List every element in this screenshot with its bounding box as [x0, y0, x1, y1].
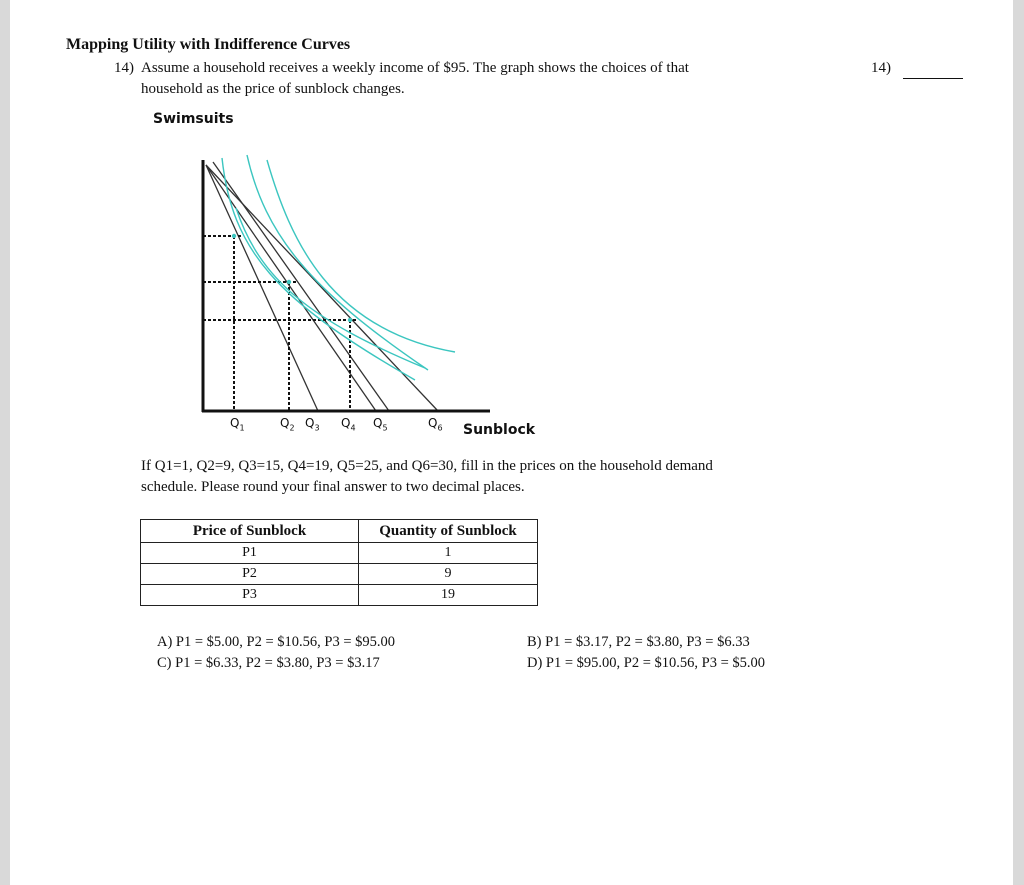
- q2-label: $Q_2$: [280, 416, 295, 433]
- budget-line: [206, 165, 376, 411]
- x-axis-label: Sunblock: [463, 422, 536, 438]
- indifference-curve: [236, 208, 425, 368]
- header-price: Price of Sunblock: [141, 520, 359, 543]
- q3-label: $Q_3$: [305, 416, 320, 433]
- q6-label: $Q_6$: [428, 416, 443, 433]
- instructions-line2: schedule. Please round your final answer to two decimal places.: [141, 479, 525, 495]
- cell-price: P3: [141, 585, 359, 606]
- q1-label: $Q_1$: [230, 416, 245, 433]
- question-text-line2: household as the price of sunblock changes.: [141, 81, 405, 97]
- choice-a[interactable]: A) P1 = $5.00, P2 = $10.56, P3 = $95.00: [157, 634, 396, 650]
- question-text-line1: Assume a household receives a weekly income of $95. The graph shows the choices of that: [141, 60, 689, 76]
- header-quantity: Quantity of Sunblock: [359, 520, 538, 543]
- choice-c[interactable]: C) P1 = $6.33, P2 = $3.80, P3 = $3.17: [157, 655, 380, 671]
- instructions-line1: If Q1=1, Q2=9, Q3=15, Q4=19, Q5=25, and Q6=30, fill in the prices on the household demand: [141, 458, 713, 474]
- q4-label: $Q_4$: [341, 416, 356, 433]
- cell-price: P2: [141, 564, 359, 585]
- section-title: Mapping Utility with Indifference Curves: [66, 36, 351, 53]
- document-page: [10, 0, 1013, 885]
- indifference-curve: [222, 158, 415, 380]
- demand-schedule-table: [140, 519, 538, 606]
- cell-quantity: 9: [359, 564, 538, 585]
- y-axis-label: Swimsuits: [153, 111, 234, 127]
- q5-label: $Q_5$: [373, 416, 388, 433]
- indifference-graph: [10, 0, 1013, 460]
- cell-price: P1: [141, 543, 359, 564]
- indifference-curves: [222, 155, 455, 380]
- table-row: [141, 543, 538, 564]
- tangency-point: [232, 234, 236, 238]
- cell-quantity: 19: [359, 585, 538, 606]
- choice-b[interactable]: B) P1 = $3.17, P2 = $3.80, P3 = $6.33: [527, 634, 750, 650]
- choice-d[interactable]: D) P1 = $95.00, P2 = $10.56, P3 = $5.00: [527, 655, 766, 671]
- answer-number: 14): [871, 60, 891, 76]
- table-row: [141, 585, 538, 606]
- table-row: [141, 564, 538, 585]
- tangency-point: [287, 280, 291, 284]
- cell-quantity: 1: [359, 543, 538, 564]
- table-header-row: [141, 520, 538, 543]
- tangency-point: [348, 318, 352, 322]
- question-number: 14): [114, 60, 134, 76]
